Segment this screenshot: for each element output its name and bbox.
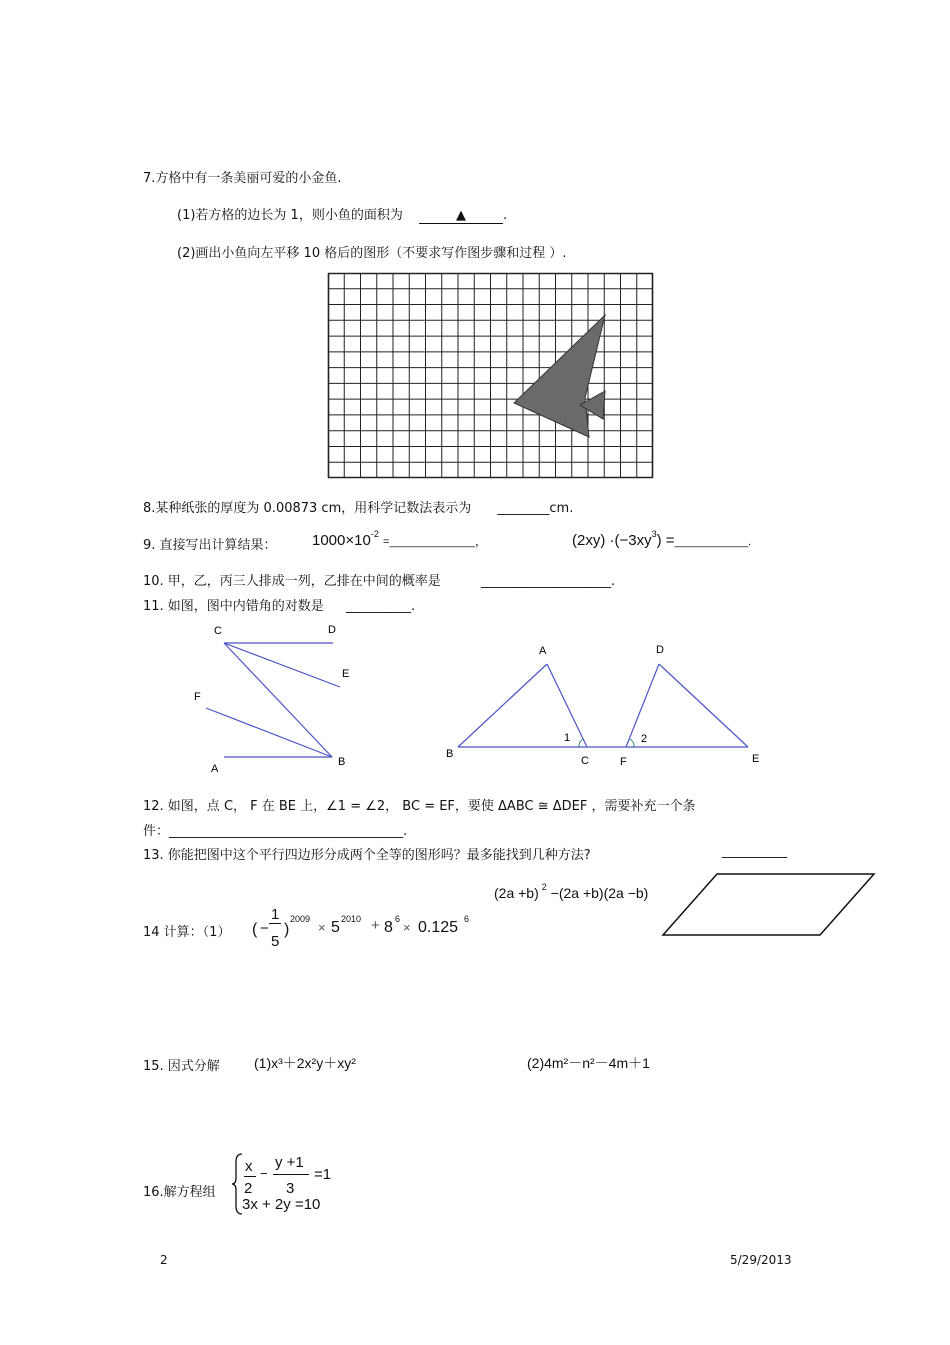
- q12-label: 件：: [143, 824, 170, 839]
- q8-blank: ________: [497, 501, 550, 516]
- q9-expr1-eq: =: [383, 536, 390, 548]
- q8-unit: cm.: [549, 501, 574, 516]
- label-D: D: [328, 624, 336, 636]
- label-F: F: [194, 691, 201, 703]
- q9-expr1-base: 1000×10: [312, 532, 371, 549]
- q16-eq1-y: y +1: [275, 1154, 304, 1171]
- q7-part2: (2)画出小鱼向左平移 10 格后的图形（不要求写作图步骤和过程 ）.: [177, 246, 567, 261]
- fish-grid-figure: [328, 273, 653, 478]
- label-A: A: [211, 763, 219, 775]
- label-E: E: [752, 753, 760, 765]
- q16-eq1-yden: 3: [286, 1180, 295, 1197]
- q14-part2-rest: −(2a +b)(2a −b): [550, 885, 649, 901]
- q10-blank: ____________________.: [480, 574, 616, 589]
- q16-eq1-minus: −: [260, 1166, 268, 1181]
- grid-lines: [328, 273, 653, 478]
- q14-plus: +: [371, 917, 380, 934]
- q9-expr2-exp: 3: [651, 529, 657, 539]
- q9-prefix: 9. 直接写出计算结果：: [143, 538, 277, 553]
- q14-label: 14 计算：（1）: [143, 925, 231, 940]
- q12-line2: [143, 820, 407, 839]
- label-F: F: [620, 756, 627, 768]
- label-D: D: [656, 644, 664, 656]
- q8-text: 8.某种纸张的厚度为 0.00873 cm，用科学记数法表示为: [143, 501, 472, 516]
- q9-expr1: [312, 529, 487, 549]
- q7-answer-blank: [419, 208, 503, 224]
- q9-blank2: ____________.: [674, 536, 752, 548]
- page-number: 2: [160, 1253, 168, 1267]
- q16-eq1-x: x: [245, 1158, 253, 1175]
- q7-part1-text: (1)若方格的边长为 1，则小鱼的面积为: [177, 208, 403, 223]
- q16-label: 16.解方程组: [143, 1185, 216, 1200]
- q7-part1-end: .: [502, 208, 508, 223]
- q14-exp3: 6: [395, 914, 401, 924]
- q16-eq2: 3x + 2y =10: [242, 1196, 321, 1213]
- q16-system: [242, 1152, 352, 1216]
- angle-2-arc: [630, 739, 634, 747]
- q11-blank: __________.: [345, 599, 416, 614]
- q14-exp1: 2009: [290, 914, 311, 924]
- q7-part1: [177, 204, 507, 224]
- q15-label: 15. 因式分解: [143, 1059, 220, 1074]
- fish-body: [514, 315, 605, 437]
- q9-expr2: [572, 529, 752, 549]
- q14-exp4: 6: [464, 914, 470, 924]
- angle-1-label: 1: [564, 732, 571, 744]
- q16-frac2-bar: [273, 1174, 309, 1175]
- triangle-marker-icon: ▲: [455, 208, 466, 223]
- parallelogram-figure: [660, 870, 880, 940]
- q12-line1: 12. 如图，点 C， F 在 BE 上，∠1 = ∠2， BC = EF，要使 ΔABC ≅ ΔDEF ，需要补充一个条: [143, 799, 696, 814]
- label-E: E: [342, 668, 350, 680]
- q11-text: 11. 如图，图中内错角的对数是: [143, 599, 324, 614]
- q14-frac-bar: [269, 923, 281, 924]
- q14-times2: ×: [403, 920, 411, 935]
- label-C: C: [581, 755, 589, 767]
- q14-base2: 5: [331, 919, 340, 936]
- label-B: B: [338, 756, 346, 768]
- label-C: C: [214, 625, 222, 637]
- q11: [143, 595, 415, 614]
- q14-times1: ×: [318, 920, 326, 935]
- q16-eq1-rhs: =1: [314, 1166, 332, 1183]
- q14-part2-exp: 2: [541, 882, 547, 892]
- q11-figure: [190, 620, 360, 780]
- q7-title: 7.方格中有一条美丽可爱的小金鱼.: [143, 171, 342, 186]
- q14-part2-base: (2a +b): [494, 885, 539, 901]
- q14-base4: 0.125: [418, 919, 459, 936]
- q13-blank: __________: [722, 844, 787, 859]
- q12-figure: [440, 640, 770, 775]
- q10: [143, 570, 615, 589]
- q14-exp2: 2010: [341, 914, 362, 924]
- q16-frac1-bar: [244, 1176, 256, 1177]
- q9-blank1: ______________，: [389, 536, 487, 548]
- q13-text: 13. 你能把图中这个平行四边形分成两个全等的图形吗？最多能找到几种方法?: [143, 848, 591, 863]
- q14-part2: [494, 882, 649, 901]
- q12-blank: ____________________________________.: [169, 824, 408, 839]
- q10-text: 10. 甲，乙，丙三人排成一列，乙排在中间的概率是: [143, 574, 441, 589]
- angle-1-arc: [579, 739, 583, 747]
- q14-frac-den: 5: [271, 933, 280, 950]
- q15-part1: (1)x³＋2x²y＋xy²: [254, 1055, 356, 1071]
- q9-expr2-base: (2xy) ·(−3xy: [572, 532, 652, 549]
- q14-frac-num: 1: [271, 906, 280, 923]
- label-A: A: [539, 645, 547, 657]
- q15-part2: (2)4m²－n²－4m＋1: [527, 1055, 650, 1071]
- label-B: B: [446, 748, 454, 760]
- footer-date: 5/29/2013: [730, 1253, 792, 1267]
- q9-expr2-close: ) =: [656, 532, 675, 549]
- q9-expr1-exp: -2: [370, 529, 379, 539]
- q14-base3: 8: [384, 919, 393, 936]
- angle-2-label: 2: [641, 733, 648, 745]
- q8: [143, 497, 573, 516]
- q14-neg: −: [260, 920, 269, 937]
- q16-eq1-xden: 2: [244, 1180, 253, 1197]
